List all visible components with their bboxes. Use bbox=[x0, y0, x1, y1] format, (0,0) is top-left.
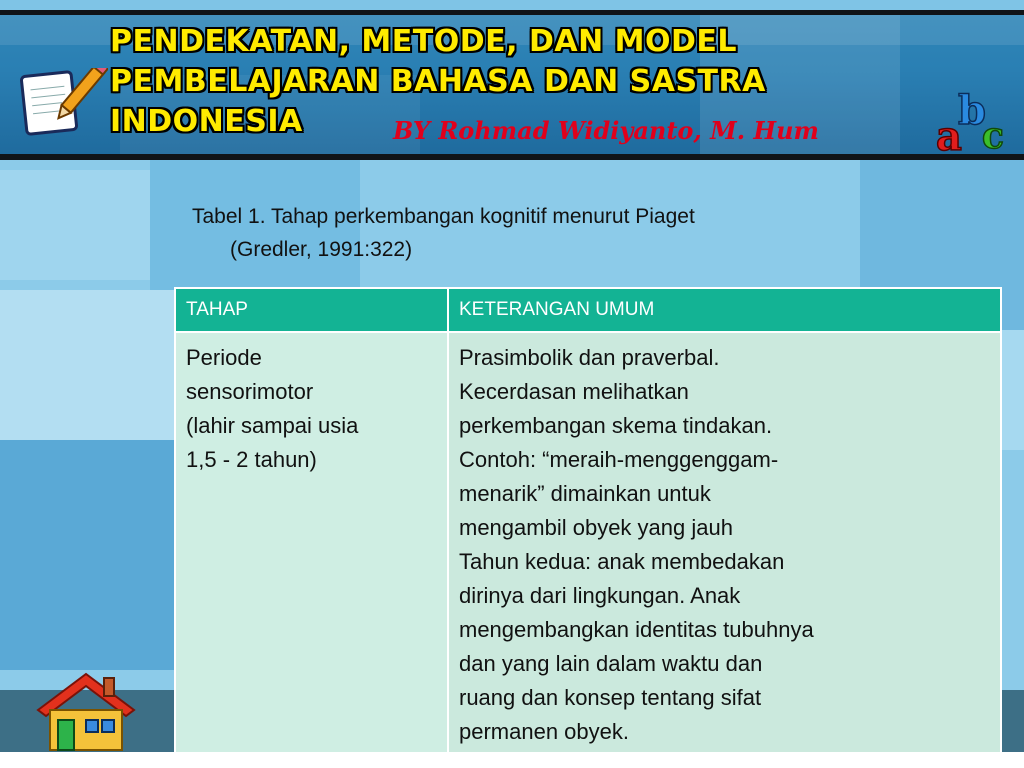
home-icon[interactable] bbox=[34, 670, 138, 754]
author-byline: BY Rohmad Widiyanto, M. Hum bbox=[393, 116, 819, 145]
description-line: Kecerdasan melihatkan bbox=[459, 379, 689, 404]
notepad-pencil-icon bbox=[18, 68, 108, 138]
table-header-row bbox=[175, 288, 1001, 332]
table-caption bbox=[192, 200, 972, 266]
description-line: dirinya dari lingkungan. Anak bbox=[459, 583, 741, 608]
description-cell bbox=[448, 332, 1001, 753]
title-line-2: PEMBELAJARAN BAHASA DAN SASTRA bbox=[110, 64, 766, 99]
svg-text:c: c bbox=[982, 115, 1004, 154]
piaget-stage-table bbox=[174, 287, 1002, 754]
stage-line: 1,5 - 2 tahun) bbox=[186, 447, 317, 472]
stage-line: (lahir sampai usia bbox=[186, 413, 359, 438]
title-line-1: PENDEKATAN, METODE, DAN MODEL bbox=[110, 24, 738, 59]
description-line: dan yang lain dalam waktu dan bbox=[459, 651, 763, 676]
description-line: ruang dan konsep tentang sifat bbox=[459, 685, 762, 710]
title-line-3: INDONESIA bbox=[110, 104, 303, 139]
caption-line-1: Tabel 1. Tahap perkembangan kognitif menurut Piaget bbox=[192, 205, 695, 228]
description-line: Prasimbolik dan praverbal. bbox=[459, 345, 720, 370]
description-line: Tahun kedua: anak membedakan bbox=[459, 549, 785, 574]
column-header-keterangan: KETERANGAN UMUM bbox=[448, 288, 1001, 332]
svg-text:b: b bbox=[958, 87, 986, 134]
description-line: Contoh: “meraih-menggenggam- bbox=[459, 447, 779, 472]
stage-line: sensorimotor bbox=[186, 379, 314, 404]
description-line: menarik” dimainkan untuk bbox=[459, 481, 711, 506]
stage-cell bbox=[175, 332, 448, 753]
caption-line-2: (Gredler, 1991:322) bbox=[230, 238, 413, 261]
description-line: mengambil obyek yang jauh bbox=[459, 515, 733, 540]
description-line: perkembangan skema tindakan. bbox=[459, 413, 773, 438]
column-header-tahap: TAHAP bbox=[175, 288, 448, 332]
abc-letters-icon bbox=[936, 84, 1016, 154]
table-row bbox=[175, 332, 1001, 753]
description-line: mengembangkan identitas tubuhnya bbox=[459, 617, 814, 642]
description-line: permanen obyek. bbox=[459, 719, 629, 744]
svg-text:a: a bbox=[936, 113, 962, 154]
stage-line: Periode bbox=[186, 345, 262, 370]
